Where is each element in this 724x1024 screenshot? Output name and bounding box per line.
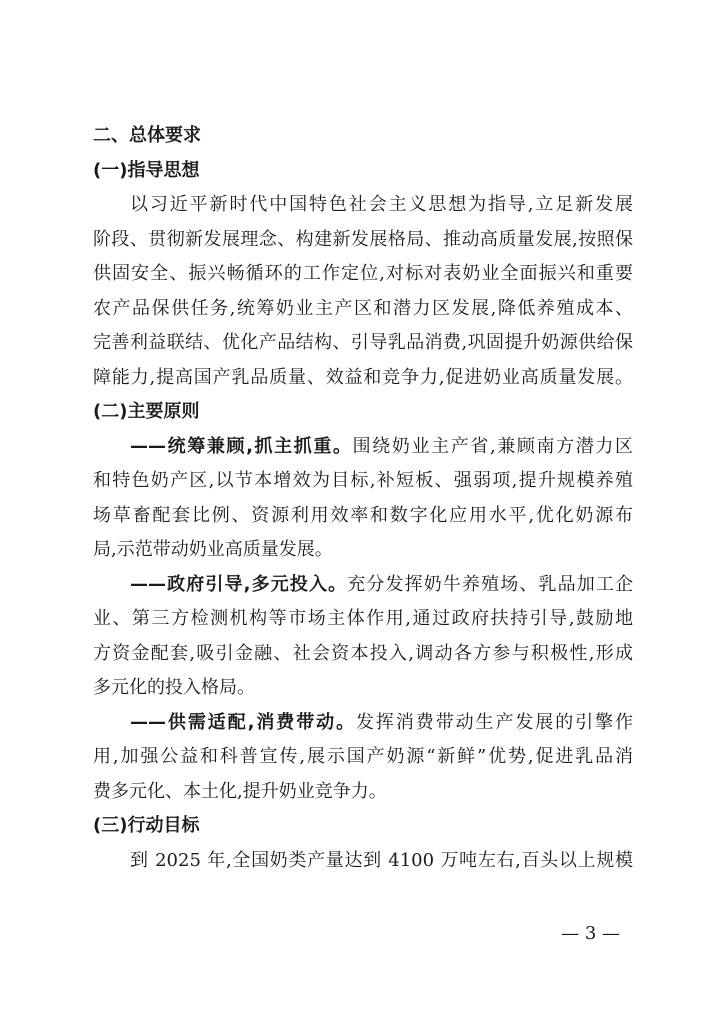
page-number: — 3 — — [561, 923, 620, 944]
paragraph-line: 到 2025 年,全国奶类产量达到 4100 万吨左右,百头以上规模 — [130, 849, 633, 871]
principle-3-title: ——供需适配,消费带动。 — [130, 711, 356, 733]
paragraph-line: 局,示范带动奶业高质量发展。 — [93, 539, 333, 560]
paragraph-line: 费多元化、本土化,提升奶业竞争力。 — [93, 780, 387, 802]
subsection-heading-action-goals: (三)行动目标 — [93, 815, 200, 836]
principle-1-text: 围绕奶业主产省,兼顾南方潜力区 — [352, 435, 633, 457]
principle-1-title: ——统筹兼顾,抓主抓重。 — [130, 435, 353, 457]
subsection-heading-main-principles: (二)主要原则 — [93, 401, 200, 422]
paragraph-line: 障能力,提高国产乳品质量、效益和竞争力,促进奶业高质量发展。 — [93, 366, 633, 388]
paragraph-line: 业、第三方检测机构等市场主体作用,通过政府扶持引导,鼓励地 — [93, 608, 633, 629]
principle-2-first-line — [93, 568, 633, 603]
paragraph-line: 完善利益联结、优化产品结构、引导乳品消费,巩固提升奶源供给保 — [93, 332, 633, 353]
principle-2-text: 充分发挥奶牛养殖场、乳品加工企 — [347, 573, 633, 595]
paragraph-line: 方资金配套,吸引金融、社会资本投入,调动各方参与积极性,形成 — [93, 642, 633, 664]
paragraph-line: 场草畜配套比例、资源利用效率和数字化应用水平,优化奶源布 — [93, 504, 633, 526]
subsection-heading-guiding-ideology: (一)指导思想 — [93, 159, 200, 181]
principle-1-first-line — [93, 430, 633, 465]
principle-3-text: 发挥消费带动生产发展的引擎作 — [356, 711, 633, 733]
paragraph-line: 阶段、贯彻新发展理念、构建新发展格局、推动高质量发展,按照保 — [93, 228, 633, 250]
document-body — [93, 119, 633, 878]
paragraph-line: 用,加强公益和科普宣传,展示国产奶源“新鲜”优势,促进乳品消 — [93, 746, 633, 767]
paragraph-line: 农产品保供任务,统筹奶业主产区和潜力区发展,降低养殖成本、 — [93, 297, 633, 319]
paragraph-line: 多元化的投入格局。 — [93, 677, 255, 698]
section-heading: 二、总体要求 — [93, 125, 201, 146]
paragraph-line: 和特色奶产区,以节本增效为目标,补短板、强弱项,提升规模养殖 — [93, 470, 633, 491]
principle-3-first-line — [93, 706, 633, 741]
paragraph-line: 供固安全、振兴畅循环的工作定位,对标对表奶业全面振兴和重要 — [93, 263, 633, 284]
paragraph-line: 以习近平新时代中国特色社会主义思想为指导,立足新发展 — [130, 194, 633, 215]
principle-2-title: ——政府引导,多元投入。 — [130, 573, 348, 595]
